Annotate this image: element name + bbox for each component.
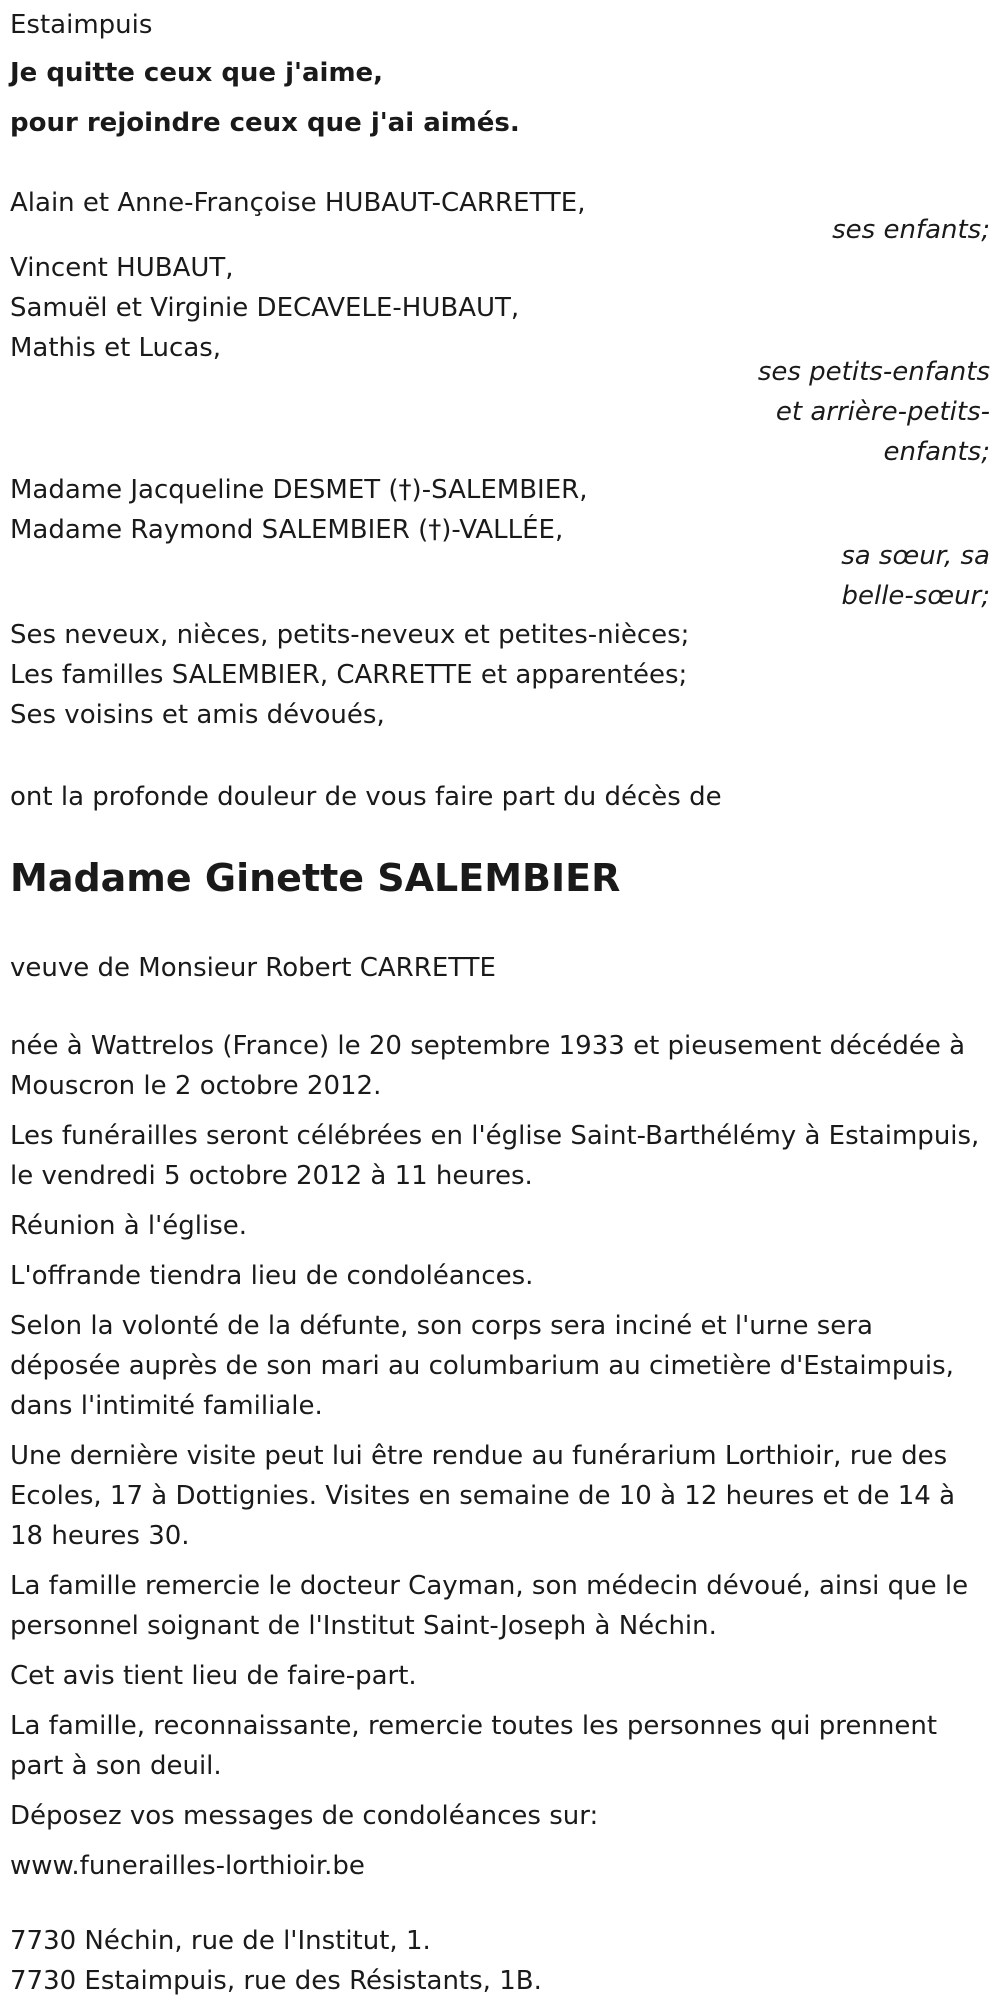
thanks-all-paragraph: La famille, reconnaissante, remercie toutes les personnes qui prennent part à son deuil. — [10, 1711, 938, 1781]
sister-name-2: Madame Raymond SALEMBIER (†)-VALLÉE, — [10, 515, 564, 545]
quote-line-1: Je quitte ceux que j'aime, — [10, 58, 384, 88]
sister-role-1: sa sœur, sa — [841, 541, 990, 571]
deceased-name: Madame Ginette SALEMBIER — [10, 856, 621, 900]
sister-name-1: Madame Jacqueline DESMET (†)-SALEMBIER, — [10, 475, 588, 505]
address-line-1: 7730 Néchin, rue de l'Institut, 1. — [10, 1926, 431, 1956]
relatives-line-3: Ses voisins et amis dévoués, — [10, 700, 385, 730]
grandchildren-role-3: enfants; — [883, 437, 990, 467]
notice-paragraph: Cet avis tient lieu de faire-part. — [10, 1661, 417, 1691]
thanks-doctor-paragraph: La famille remercie le docteur Cayman, son médecin dévoué, ainsi que le personnel soignant de l'Institut Saint-Joseph à Néchin. — [10, 1571, 969, 1641]
grandchildren-name-3: Mathis et Lucas, — [10, 333, 222, 363]
children-role: ses enfants; — [832, 215, 990, 245]
sister-role-2: belle-sœur; — [841, 581, 990, 611]
relatives-line-2: Les familles SALEMBIER, CARRETTE et apparentées; — [10, 660, 688, 690]
children-names: Alain et Anne-Françoise HUBAUT-CARRETTE, — [10, 188, 586, 218]
birth-death-paragraph: née à Wattrelos (France) le 20 septembre 1933 et pieusement décédée à Mouscron le 2 octobre 2012. — [10, 1031, 966, 1101]
website-link[interactable]: www.funerailles-lorthioir.be — [10, 1851, 365, 1881]
meeting-paragraph: Réunion à l'église. — [10, 1211, 248, 1241]
grandchildren-role-1: ses petits-enfants — [757, 357, 990, 387]
offering-paragraph: L'offrande tiendra lieu de condoléances. — [10, 1261, 534, 1291]
address-line-2: 7730 Estaimpuis, rue des Résistants, 1B. — [10, 1966, 542, 1996]
visit-paragraph: Une dernière visite peut lui être rendue au funérarium Lorthioir, rue des Ecoles, 17 à Dottignies. Visites en semaine de 10 à 12 heures et de 14 à 18 heures 30. — [10, 1441, 956, 1551]
grandchildren-name-2: Samuël et Virginie DECAVELE-HUBAUT, — [10, 293, 520, 323]
grandchildren-role-2: et arrière-petits- — [775, 397, 990, 427]
cremation-paragraph: Selon la volonté de la défunte, son corps sera inciné et l'urne sera déposée auprès de son mari au columbarium au cimetière d'Estaimpuis, dans l'intimité familiale. — [10, 1311, 954, 1421]
widow-line: veuve de Monsieur Robert CARRETTE — [10, 953, 496, 983]
quote-line-2: pour rejoindre ceux que j'ai aimés. — [10, 108, 520, 138]
grandchildren-name-1: Vincent HUBAUT, — [10, 253, 234, 283]
funeral-paragraph: Les funérailles seront célébrées en l'église Saint-Barthélémy à Estaimpuis, le vendredi 5 octobre 2012 à 11 heures. — [10, 1121, 980, 1191]
announcement-intro: ont la profonde douleur de vous faire part du décès de — [10, 782, 722, 812]
condolences-paragraph: Déposez vos messages de condoléances sur: — [10, 1801, 599, 1831]
place-heading: Estaimpuis — [10, 10, 153, 40]
relatives-line-1: Ses neveux, nièces, petits-neveux et petites-nièces; — [10, 620, 690, 650]
